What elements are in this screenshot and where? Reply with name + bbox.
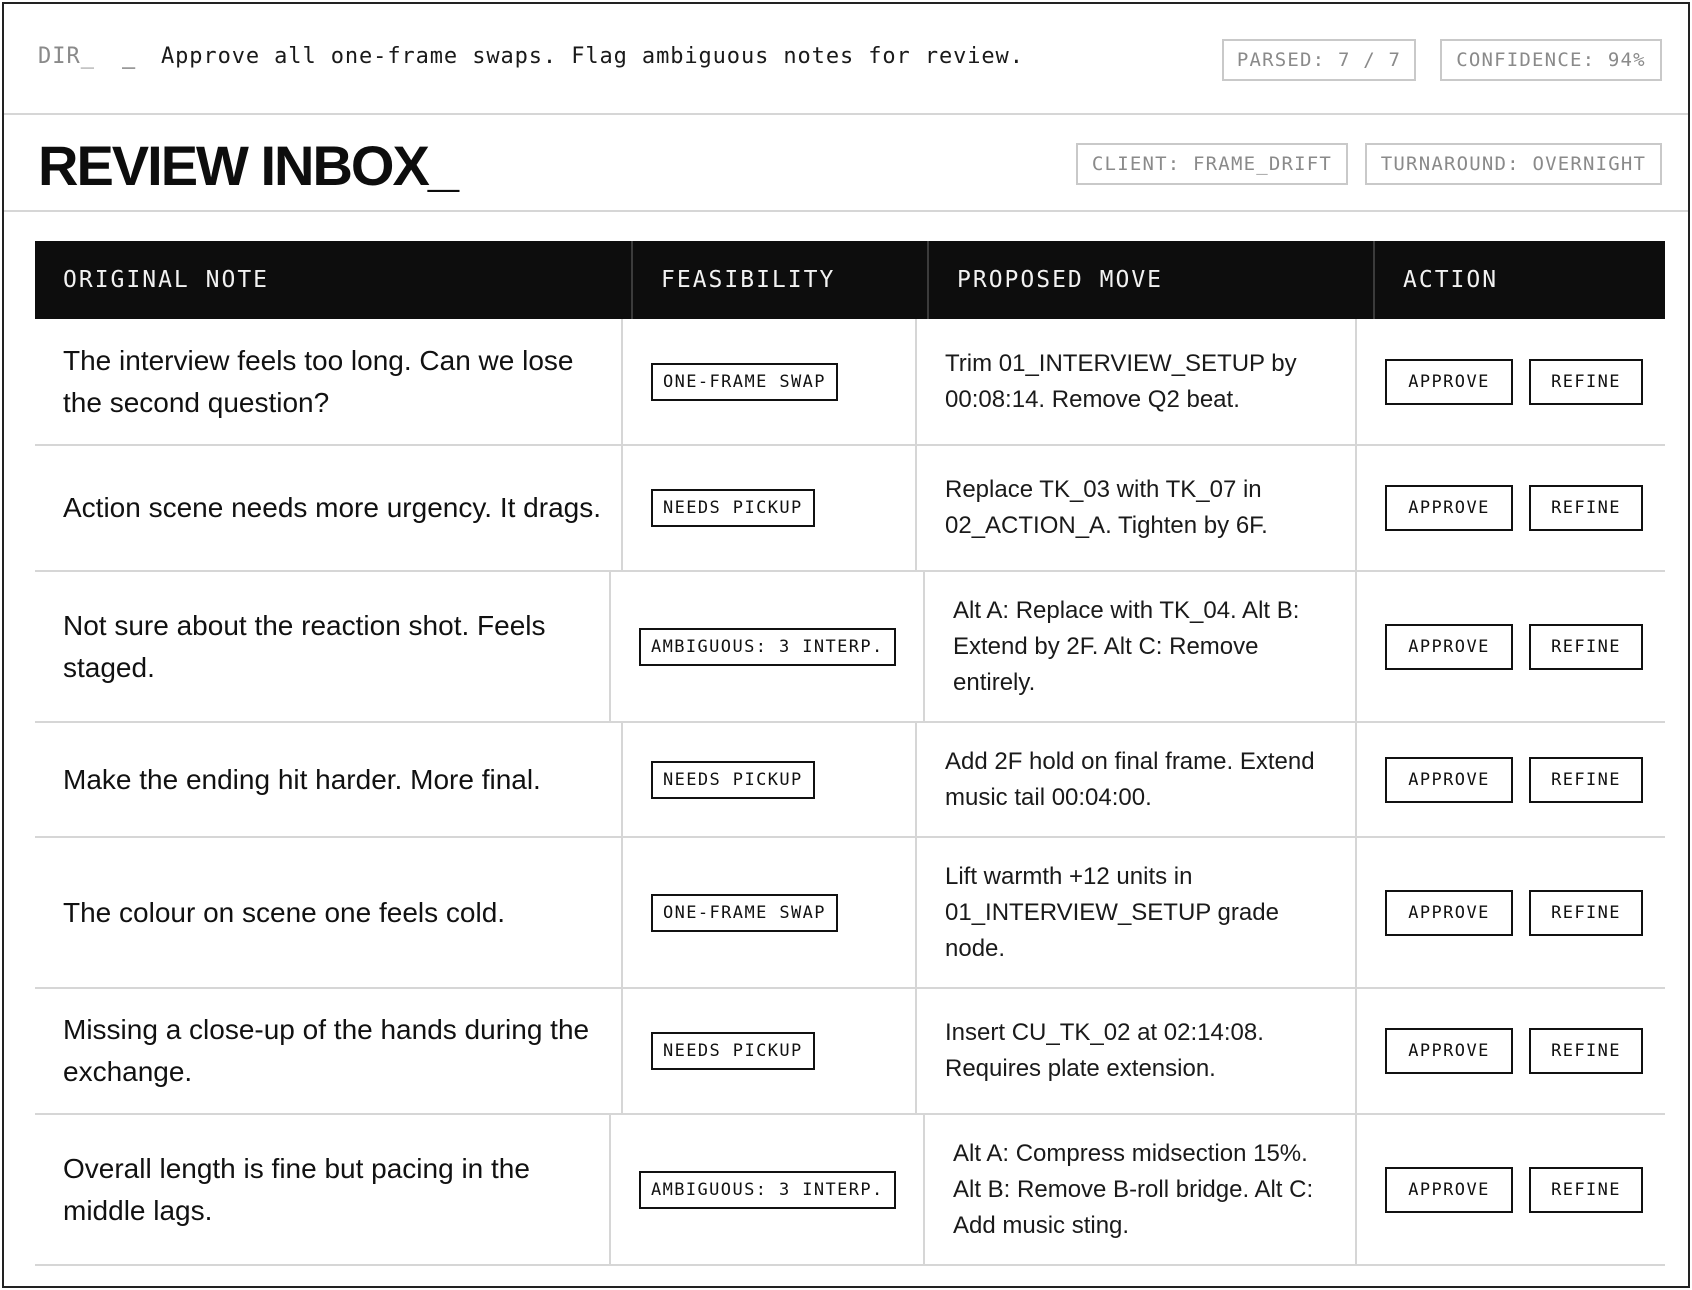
column-header-feasibility: FEASIBILITY <box>631 241 927 319</box>
parsed-count-badge: PARSED: 7 / 7 <box>1222 39 1416 81</box>
action-cell <box>1355 838 1665 987</box>
feasibility-cell <box>621 723 915 836</box>
proposed-move: Alt A: Compress midsection 15%. Alt B: Remove B-roll bridge. Alt C: Add music sting. <box>953 1139 1314 1239</box>
command-input[interactable]: Approve all one-frame swaps. Flag ambiguous notes for review. <box>161 44 1024 69</box>
proposed-move-cell <box>915 989 1355 1113</box>
feasibility-cell <box>621 838 915 987</box>
approve-button[interactable]: APPROVE <box>1385 1167 1513 1213</box>
page-title: REVIEW INBOX_ <box>38 134 457 197</box>
proposed-move: Insert CU_TK_02 at 02:14:08. Requires plate extension. <box>945 1019 1264 1082</box>
action-cell <box>1355 1115 1665 1264</box>
approve-button[interactable]: APPROVE <box>1385 757 1513 803</box>
feasibility-tag: NEEDS PICKUP <box>651 1032 815 1070</box>
feasibility-cell <box>621 446 915 570</box>
proposed-move: Replace TK_03 with TK_07 in 02_ACTION_A. Tighten by 6F. <box>945 476 1268 539</box>
feasibility-tag: ONE-FRAME SWAP <box>651 894 838 932</box>
original-note: Overall length is fine but pacing in the middle lags. <box>63 1152 530 1226</box>
original-note-cell <box>35 723 621 836</box>
column-header-proposed-move: PROPOSED MOVE <box>927 241 1373 319</box>
feasibility-cell <box>609 1115 923 1264</box>
original-note-cell <box>35 319 621 444</box>
refine-button[interactable]: REFINE <box>1529 1167 1643 1213</box>
review-inbox-window <box>2 2 1690 1288</box>
column-header-original-note: ORIGINAL NOTE <box>63 267 270 293</box>
approve-button[interactable]: APPROVE <box>1385 624 1513 670</box>
command-caret: _ <box>122 44 136 69</box>
proposed-move-cell <box>915 446 1355 570</box>
approve-button[interactable]: APPROVE <box>1385 1028 1513 1074</box>
feasibility-cell <box>609 572 923 721</box>
refine-button[interactable]: REFINE <box>1529 757 1643 803</box>
feasibility-tag: AMBIGUOUS: 3 INTERP. <box>639 628 896 666</box>
proposed-move: Trim 01_INTERVIEW_SETUP by 00:08:14. Remove Q2 beat. <box>945 349 1297 413</box>
original-note: Not sure about the reaction shot. Feels staged. <box>63 609 546 683</box>
proposed-move-cell <box>915 723 1355 836</box>
approve-button[interactable]: APPROVE <box>1385 890 1513 936</box>
proposed-move: Add 2F hold on final frame. Extend music tail 00:04:00. <box>945 747 1315 811</box>
original-note-cell <box>35 446 621 570</box>
feasibility-tag: AMBIGUOUS: 3 INTERP. <box>639 1171 896 1209</box>
table-header <box>35 241 1665 319</box>
original-note-cell <box>35 1115 609 1264</box>
action-cell <box>1355 723 1665 836</box>
table-row <box>35 1115 1665 1266</box>
action-cell <box>1355 572 1665 721</box>
original-note: Action scene needs more urgency. It drags. <box>63 492 601 523</box>
feasibility-tag: NEEDS PICKUP <box>651 489 815 527</box>
column-header-action: ACTION <box>1373 241 1665 319</box>
proposed-move-cell <box>923 572 1355 721</box>
table-row <box>35 838 1665 989</box>
refine-button[interactable]: REFINE <box>1529 1028 1643 1074</box>
command-prefix: DIR_ <box>38 44 95 69</box>
original-note-cell <box>35 989 621 1113</box>
refine-button[interactable]: REFINE <box>1529 624 1643 670</box>
original-note: Make the ending hit harder. More final. <box>63 763 541 795</box>
table-row <box>35 446 1665 572</box>
original-note: Missing a close-up of the hands during the exchange. <box>63 1014 590 1087</box>
refine-button[interactable]: REFINE <box>1529 359 1643 405</box>
original-note: The interview feels too long. Can we lose the second question? <box>63 344 574 418</box>
title-row <box>4 115 1688 212</box>
proposed-move-cell <box>915 319 1355 444</box>
proposed-move: Lift warmth +12 units in 01_INTERVIEW_SETUP grade node. <box>945 862 1279 962</box>
action-cell <box>1355 989 1665 1113</box>
approve-button[interactable]: APPROVE <box>1385 359 1513 405</box>
confidence-badge: CONFIDENCE: 94% <box>1440 39 1662 81</box>
original-note-cell <box>35 838 621 987</box>
client-badge: CLIENT: FRAME_DRIFT <box>1076 143 1348 185</box>
table-row <box>35 989 1665 1115</box>
proposed-move-cell <box>923 1115 1355 1264</box>
table-row <box>35 572 1665 723</box>
action-cell <box>1355 319 1665 444</box>
feasibility-cell <box>621 319 915 444</box>
table-row <box>35 723 1665 838</box>
turnaround-badge: TURNAROUND: OVERNIGHT <box>1365 143 1662 185</box>
refine-button[interactable]: REFINE <box>1529 485 1643 531</box>
director-command-bar <box>4 4 1688 115</box>
table-row <box>35 319 1665 446</box>
approve-button[interactable]: APPROVE <box>1385 485 1513 531</box>
action-cell <box>1355 446 1665 570</box>
proposed-move-cell <box>915 838 1355 987</box>
feasibility-tag: ONE-FRAME SWAP <box>651 363 838 401</box>
refine-button[interactable]: REFINE <box>1529 890 1643 936</box>
proposed-move: Alt A: Replace with TK_04. Alt B: Extend by 2F. Alt C: Remove entirely. <box>953 596 1300 696</box>
original-note: The colour on scene one feels cold. <box>63 896 506 928</box>
original-note-cell <box>35 572 609 721</box>
feasibility-tag: NEEDS PICKUP <box>651 761 815 799</box>
feasibility-cell <box>621 989 915 1113</box>
